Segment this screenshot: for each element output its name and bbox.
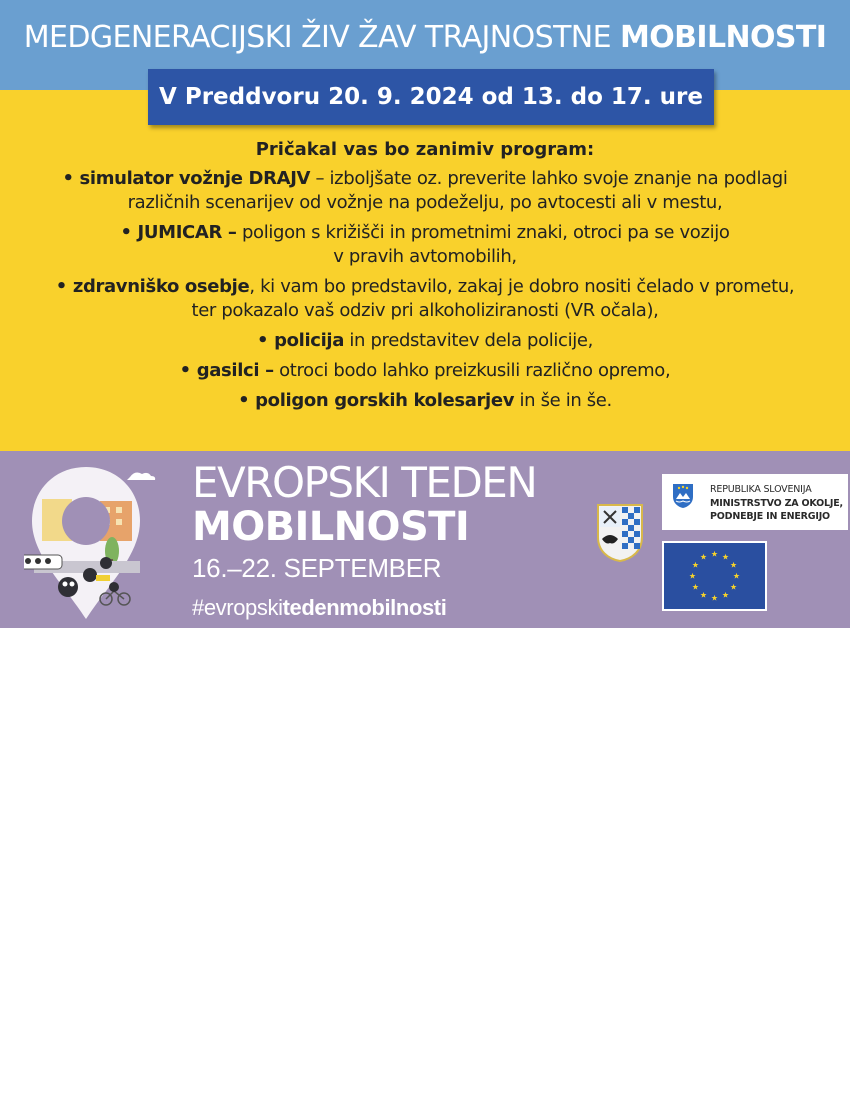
ministry-line3: PODNEBJE IN ENERGIJO — [710, 511, 830, 522]
eu-flag-icon — [662, 541, 767, 611]
program-item-medical — [0, 275, 850, 323]
campaign-footer — [0, 451, 850, 628]
program-item-text: različnih scenarijev od vožnje na podeželju, po avtocesti ali v mestu, — [127, 192, 723, 213]
program-item-firefighters — [0, 359, 850, 383]
program-item-bold: • policija — [257, 330, 345, 351]
hashtag-regular: #evropski — [192, 595, 283, 620]
campaign-hashtag — [192, 593, 446, 623]
campaign-dates: 16.–22. SEPTEMBER — [192, 553, 442, 583]
program-item-bold: • gasilci – — [179, 360, 274, 381]
coat-of-arms-icon — [596, 503, 644, 563]
campaign-title-line1: EVROPSKI TEDEN — [192, 458, 537, 507]
program-item-text: otroci bodo lahko preizkusili različno opremo, — [273, 360, 671, 381]
program-item-text: in še in še. — [514, 390, 612, 411]
program-item-bold: • simulator vožnje DRAJV — [62, 168, 311, 189]
program-item-bold: • poligon gorskih kolesarjev — [238, 390, 515, 411]
program-item-text: – izboljšate oz. preverite lahko svoje znanje na podlagi — [310, 168, 788, 189]
program-item-text: ter pokazalo vaš odziv pri alkoholiziranosti (VR očala), — [191, 300, 659, 321]
program-item-jumicar — [0, 221, 850, 269]
slovenia-emblem-icon — [672, 483, 694, 509]
program-item-text: in predstavitev dela policije, — [344, 330, 593, 351]
title-bold: MOBILNOSTI — [619, 20, 827, 55]
ministry-logo — [662, 474, 848, 530]
program-item-text: v pravih avtomobilih, — [333, 246, 517, 267]
program-heading: Pričakal vas bo zanimiv program: — [255, 139, 595, 160]
program-item-bold: • JUMICAR – — [120, 222, 237, 243]
page-title — [0, 20, 850, 55]
program-item-bold: • zdravniško osebje — [55, 276, 250, 297]
hashtag-bold: tedenmobilnosti — [282, 595, 447, 620]
ministry-line2: MINISTRSTVO ZA OKOLJE, — [710, 498, 843, 509]
program-item-text: , ki vam bo predstavilo, zakaj je dobro nositi čelado v prometu, — [249, 276, 795, 297]
location-pin-illustration — [24, 459, 164, 619]
campaign-title-line2: MOBILNOSTI — [192, 504, 470, 550]
program-item-simulator — [0, 167, 850, 215]
program-item-bikers — [0, 389, 850, 413]
program-item-police — [0, 329, 850, 353]
program-item-text: poligon s križišči in prometnimi znaki, otroci pa se vozijo — [236, 222, 730, 243]
ministry-line1: REPUBLIKA SLOVENIJA — [710, 484, 812, 495]
program-list — [0, 138, 850, 419]
date-banner: V Preddvoru 20. 9. 2024 od 13. do 17. ure — [148, 69, 714, 125]
title-regular: MEDGENERACIJSKI ŽIV ŽAV TRAJNOSTNE — [23, 20, 620, 55]
